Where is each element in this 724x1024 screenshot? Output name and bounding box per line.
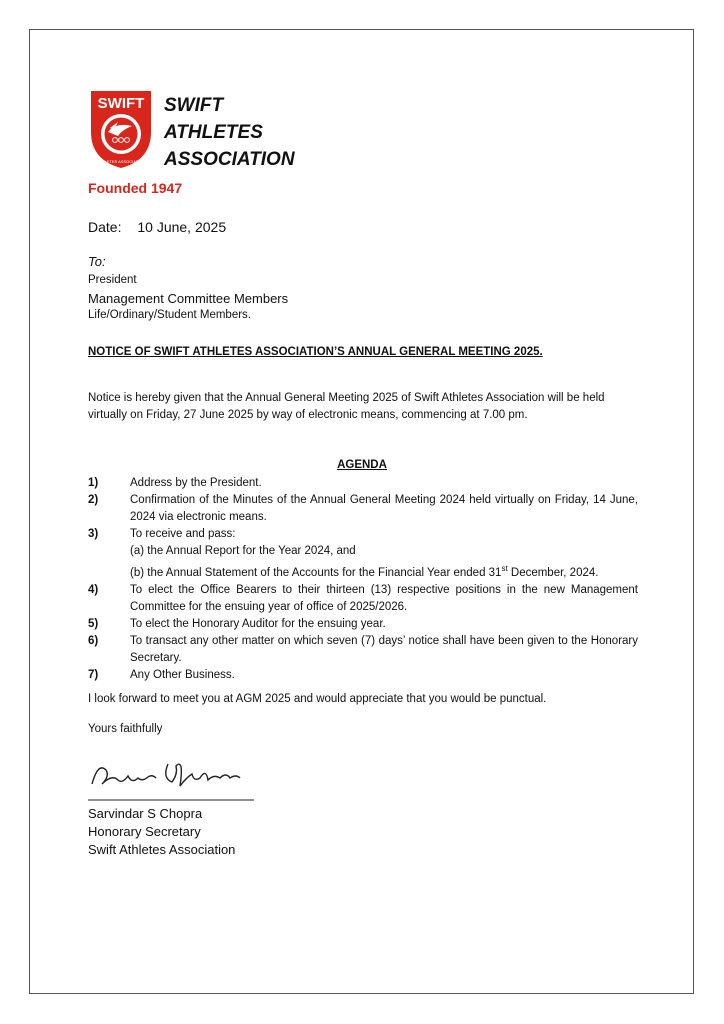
organization-name [164, 92, 295, 173]
date-label: Date: [88, 219, 122, 235]
agenda-item-number: 2) [88, 494, 99, 506]
agenda-item [88, 492, 638, 526]
closing-paragraph: I look forward to meet you at AGM 2025 and would appreciate that you would be punctual. [88, 693, 547, 705]
recipient-members: Life/Ordinary/Student Members. [88, 309, 251, 321]
recipient-president: President [88, 274, 137, 286]
org-name-line: ATHLETES [164, 122, 263, 143]
agenda-subitem-b [130, 560, 638, 582]
agenda-item-number: 4) [88, 583, 99, 596]
org-name-line: SWIFT [164, 95, 224, 116]
agenda-item-number: 3) [88, 528, 99, 540]
date-value: 10 June, 2025 [137, 219, 227, 235]
signatory-organization: Swift Athletes Association [88, 842, 236, 857]
agenda-item-text: Address by the President. [130, 477, 262, 489]
notice-title: NOTICE OF SWIFT ATHLETES ASSOCIATION’S ANNUAL GENERAL MEETING 2025. [88, 346, 543, 358]
recipient-committee: Management Committee Members [88, 291, 289, 306]
agenda-item [88, 667, 638, 684]
agenda-item-text: To elect the Honorary Auditor for the ensuing year. [130, 617, 386, 630]
signatory-title: Honorary Secretary [88, 824, 201, 839]
agenda-item-number: 6) [88, 634, 99, 647]
signatory-block [88, 805, 235, 859]
sign-off: Yours faithfully [88, 723, 163, 735]
agenda-item [88, 633, 638, 667]
svg-text:ATHLETES ASSOCIATION: ATHLETES ASSOCIATION [96, 159, 146, 164]
agenda-subitem-a: (a) the Annual Report for the Year 2024, and [130, 545, 356, 557]
org-name-line: ASSOCIATION [164, 149, 295, 170]
agenda-item-text: Any Other Business. [130, 668, 235, 681]
agenda-item-text: To receive and pass: [130, 528, 236, 540]
agenda-item [88, 616, 638, 633]
swift-shield-logo [88, 88, 154, 170]
agenda-item [88, 475, 638, 492]
notice-paragraph: Notice is hereby given that the Annual General Meeting 2025 of Swift Athletes Association will be held virtually on Friday, 27 June 2025 by way of electronic means, commencing at 7.00 pm. [88, 392, 605, 421]
agenda-title: AGENDA [337, 459, 387, 471]
agenda-item-number: 7) [88, 668, 99, 681]
agenda-subitem-b-text: (b) the Annual Statement of the Accounts for the Financial Year ended 31 [130, 566, 502, 579]
agenda-item-text: To transact any other matter on which seven (7) days’ notice shall have been given to the Honorary Secretary. [130, 634, 638, 664]
agenda-item [88, 582, 638, 616]
founded-year: Founded 1947 [88, 180, 183, 196]
signatory-name: Sarvindar S Chopra [88, 806, 203, 821]
agenda-item-text: To elect the Office Bearers to their thirteen (13) respective positions in the new Management Committee for the ensuing year of office of 2025/2026. [130, 583, 638, 613]
agenda-subitem-b-text-end: December, 2024. [507, 566, 599, 579]
agenda-item [88, 526, 638, 543]
svg-text:SWIFT: SWIFT [97, 95, 145, 112]
ordinal-suffix: st [501, 564, 508, 573]
handwritten-signature [88, 744, 258, 804]
to-label: To: [88, 254, 106, 269]
letter-date [88, 219, 226, 235]
agenda-list [88, 475, 638, 684]
agenda-item-text: Confirmation of the Minutes of the Annual General Meeting 2024 held virtually on Friday, 14 June, 2024 via electronic means. [130, 494, 638, 523]
agenda-item-number: 5) [88, 617, 99, 630]
agenda-item-number: 1) [88, 477, 99, 489]
